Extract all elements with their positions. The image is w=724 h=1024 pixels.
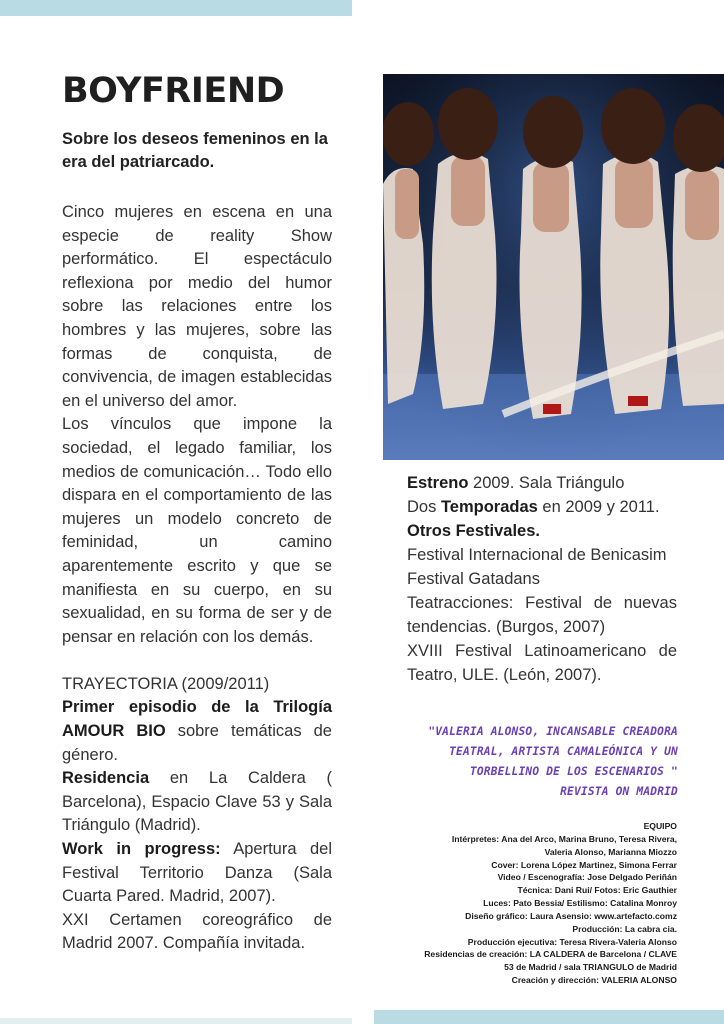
trayectoria-certamen: XXI Certamen coreográfico de Madrid 2007. Compañía invitada. (62, 910, 332, 953)
trayectoria-first-episode: Primer episodio de la Trilogía AMOUR BIO sobre temáticas de género. (62, 698, 332, 764)
description-paragraph: Cinco mujeres en escena en una especie de reality Show performático. El espectáculo reflexiona por medio del humor sobre las relaciones entre los hombres y las mujeres, sobre las formas de conquista, de convivencia, de imagen establecidas en el universo del amor. (62, 203, 332, 410)
credit-line: Técnica: Dani Rui/ Fotos: Eric Gauthier (517, 885, 677, 896)
credit-line: Cover: Lorena López Martinez, Simona Ferrar (491, 859, 677, 870)
credits-block (395, 820, 677, 987)
temporadas-line: Dos Temporadas en 2009 y 2011. (407, 498, 660, 516)
credit-line: Producción: La cabra cia. (572, 923, 677, 934)
estreno-block (407, 471, 677, 687)
trayectoria-residencia: Residencia en La Caldera ( Barcelona), Espacio Clave 53 y Sala Triángulo (Madrid). (62, 769, 332, 835)
otros-festivales-heading: Otros Festivales. (407, 522, 540, 540)
credit-line: Producción ejecutiva: Teresa Rivera-Valeria Alonso (467, 936, 677, 947)
credit-line: 53 de Madrid / sala TRIANGULO de Madrid (504, 962, 677, 973)
festival-item: Teatracciones: Festival de nuevas tendencias. (Burgos, 2007) (407, 594, 677, 636)
page-title: BOYFRIEND (62, 71, 285, 111)
credit-line: Valeria Alonso, Marianna Miozzo (544, 846, 677, 857)
top-accent-bar (0, 0, 352, 16)
credit-line: Residencias de creación: LA CALDERA de Barcelona / CLAVE (424, 949, 677, 960)
quote-line: TORBELLINO DE LOS ESCENARIOS " (469, 765, 678, 778)
quote-line: "VALERIA ALONSO, INCANSABLE CREADORA (428, 725, 678, 738)
left-column (62, 66, 332, 956)
festival-item: Festival Gatadans (407, 570, 540, 588)
credit-line: Intérpretes: Ana del Arco, Marina Bruno, Teresa Rivera, (451, 833, 677, 844)
bottom-right-accent-bar (374, 1010, 724, 1024)
description-block (62, 201, 332, 956)
festival-item: XVIII Festival Latinoamericano de Teatro, ULE. (León, 2007). (407, 642, 677, 684)
quote-line: TEATRAL, ARTISTA CAMALEÓNICA Y UN (449, 745, 678, 758)
festival-item: Festival Internacional de Benicasim (407, 546, 667, 564)
credit-line: Luces: Pato Bessia/ Estilismo: Catalina Monroy (483, 898, 677, 909)
credit-line: Diseño gráfico: Laura Asensio: www.artefacto.comz (465, 910, 677, 921)
quote-source: REVISTA ON MADRID (560, 785, 678, 798)
press-quote (408, 722, 678, 802)
trayectoria-work-in-progress: Work in progress: Apertura del Festival Territorio Danza (Sala Cuarta Pared. Madrid, 2007). (62, 840, 333, 906)
bottom-left-accent-bar (0, 1018, 352, 1024)
estreno-line: Estreno 2009. Sala Triángulo (407, 474, 625, 492)
description-paragraph: Los vínculos que impone la sociedad, el legado familiar, los medios de comunicación… Todo ello dispara en el comportamiento de las mujeres un modelo concreto de feminidad, un camino aparentemente escrito y que se manifiesta en su cuerpo, en su sexualidad, en su forma de ser y de pensar en relación con los demás. (62, 415, 332, 646)
performance-photo (383, 74, 724, 460)
subtitle: Sobre los deseos femeninos en la era del patriarcado. (62, 130, 328, 171)
credit-line: Video / Escenografía: Jose Delgado Periñán (497, 872, 677, 883)
credit-line: Creación y dirección: VALERIA ALONSO (511, 975, 677, 986)
credits-heading: EQUIPO (643, 821, 677, 831)
trayectoria-heading: TRAYECTORIA (2009/2011) (62, 674, 270, 693)
